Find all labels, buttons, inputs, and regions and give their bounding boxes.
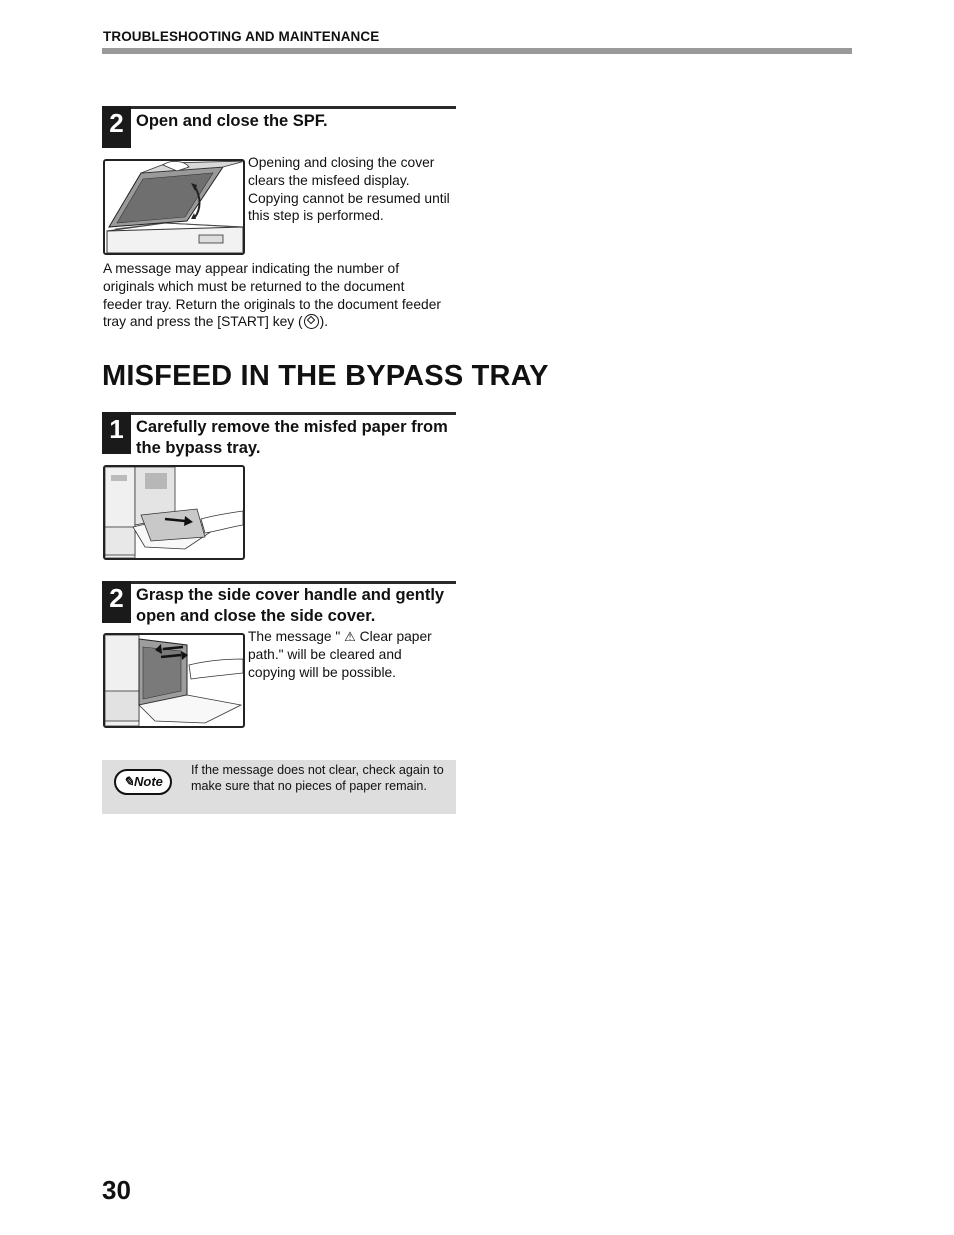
step-number: 2	[102, 106, 131, 148]
step-rule	[102, 106, 456, 109]
note-text: If the message does not clear, check again to make sure that no pieces of paper remain.	[191, 763, 444, 793]
bypass-tray-illustration	[103, 465, 245, 560]
note-box	[102, 760, 456, 814]
side-cover-text-start: The message "	[248, 629, 341, 644]
page-number: 30	[102, 1175, 131, 1205]
header-rule	[102, 48, 852, 54]
page-header-title: TROUBLESHOOTING AND MAINTENANCE	[103, 29, 380, 44]
spf-side-text: Opening and closing the cover clears the misfeed display. Copying cannot be resumed until this step is performed.	[248, 155, 450, 224]
side-cover-text	[248, 628, 453, 681]
start-key-icon	[304, 314, 319, 329]
spf-message-text-end: ).	[319, 314, 329, 330]
side-cover-text-end: Clear paper path." will be cleared and copying will be possible.	[248, 629, 432, 680]
note-badge	[114, 769, 172, 795]
spf-message-text-main: A message may appear indicating the number of originals which must be returned to the document feeder tray. Return the originals to the document feeder tray and press the [START] key (	[103, 261, 441, 330]
spf-open-illustration	[103, 159, 245, 255]
note-badge-label: Note	[134, 774, 163, 789]
step-title: Grasp the side cover handle and gently open and close the side cover.	[136, 586, 445, 625]
pencil-icon: ✎	[123, 774, 134, 789]
warning-icon: ⚠	[344, 629, 356, 644]
step-number: 1	[102, 412, 131, 454]
step-rule	[102, 581, 456, 584]
step-title: Carefully remove the misfed paper from the bypass tray.	[136, 418, 448, 457]
section-heading: MISFEED IN THE BYPASS TRAY	[102, 360, 549, 392]
side-cover-illustration	[103, 633, 245, 728]
step-number: 2	[102, 581, 131, 623]
spf-message-text	[103, 260, 443, 331]
step-rule	[102, 412, 456, 415]
step-title: Open and close the SPF.	[136, 112, 328, 130]
